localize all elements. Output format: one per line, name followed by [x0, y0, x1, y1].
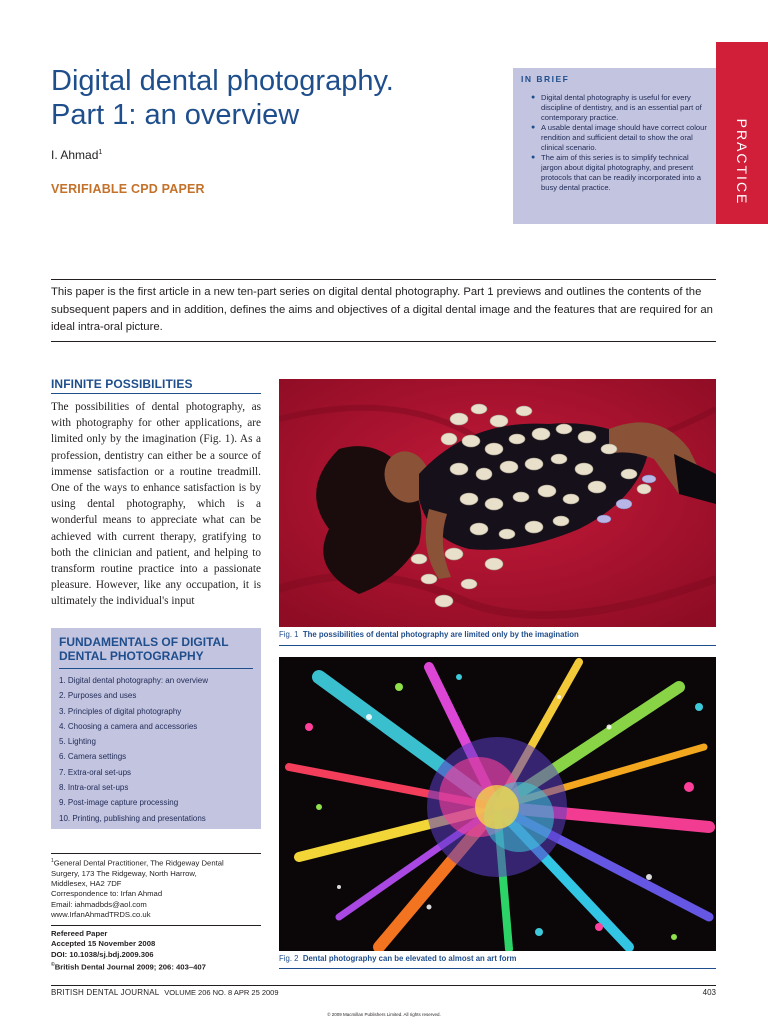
- footnote-line: www.IrfanAhmadTRDS.co.uk: [51, 910, 151, 920]
- in-brief-item: [531, 123, 708, 153]
- refereed-label: Refereed Paper: [51, 929, 108, 938]
- figure-2-caption-text: Dental photography can be elevated to almost an art form: [302, 954, 517, 963]
- footnote-line: Middlesex, HA2 7DF: [51, 879, 122, 889]
- accepted-date: Accepted 15 November 2008: [51, 939, 156, 949]
- citation: [51, 960, 261, 973]
- series-contents-item: 2. Purposes and uses: [59, 691, 137, 701]
- footnote-line: [51, 856, 261, 869]
- author-name: I. Ahmad: [51, 148, 99, 162]
- in-brief-box: [513, 68, 716, 224]
- in-brief-item-text: Digital dental photography is useful for every discipline of dentistry, and is an essential part of contemporary practice.: [541, 93, 702, 122]
- abstract-top-rule: [51, 279, 716, 280]
- in-brief-item-text: The aim of this series is to simplify technical jargon about digital photography, and present protocols that can be readily incorporated into a busy dental practice.: [541, 153, 701, 192]
- abstract-bottom-rule: [51, 341, 716, 342]
- refereed-rule: [51, 925, 261, 926]
- refereed-info: [51, 929, 261, 973]
- series-contents-rule: [59, 668, 253, 669]
- page-number: 403: [702, 988, 716, 997]
- series-contents-item: 9. Post-image capture processing: [59, 798, 179, 808]
- series-contents-item: 4. Choosing a camera and accessories: [59, 721, 198, 731]
- citation-text: British Dental Journal 2009; 206: 403–407: [54, 962, 206, 972]
- figure-2-rule: [279, 968, 716, 969]
- affiliation-footnote: [51, 856, 261, 920]
- figure-2-photo: [279, 657, 716, 951]
- journal-name: BRITISH DENTAL JOURNAL: [51, 988, 160, 997]
- in-brief-item-text: A usable dental image should have correct colour rendition and sufficient detail to show the oral clinical scenario.: [541, 123, 707, 152]
- cpd-label: VERIFIABLE CPD PAPER: [51, 182, 205, 196]
- copyright-marker: ©: [51, 961, 55, 968]
- section-heading-rule: [51, 393, 261, 394]
- series-contents-list: [59, 673, 253, 826]
- figure-1-caption: [279, 630, 716, 639]
- author-affiliation-marker: 1: [98, 149, 103, 156]
- figure-1-caption-text: The possibilities of dental photography are limited only by the imagination: [302, 630, 579, 639]
- series-contents-item: 3. Principles of digital photography: [59, 706, 182, 716]
- section-tab-label: PRACTICE: [734, 118, 750, 206]
- series-contents-item: 6. Camera settings: [59, 752, 127, 762]
- bullet-icon: ●: [531, 124, 536, 131]
- series-contents-item: 8. Intra-oral set-ups: [59, 783, 129, 793]
- doi: DOI: 10.1038/sj.bdj.2009.306: [51, 949, 154, 959]
- in-brief-list: [521, 93, 708, 193]
- journal-footer: [51, 988, 279, 997]
- footer-rule: [51, 985, 716, 986]
- author-line: [51, 148, 102, 162]
- figure-1-label: Fig. 1: [279, 630, 299, 639]
- article-title: Digital dental photography. Part 1: an overview: [51, 65, 394, 131]
- figure-separator-rule: [279, 645, 716, 646]
- series-contents-heading: FUNDAMENTALS OF DIGITAL DENTAL PHOTOGRAPHY: [59, 635, 229, 663]
- section-tab: [716, 42, 768, 224]
- footnote-rule: [51, 853, 261, 854]
- footnote-line: Surgery, 173 The Ridgeway, North Harrow,: [51, 868, 197, 878]
- in-brief-item: [531, 93, 708, 123]
- series-contents-item: 5. Lighting: [59, 737, 96, 747]
- figure-2-image: [279, 657, 716, 951]
- in-brief-item: [531, 153, 708, 193]
- figure-2-label: Fig. 2: [279, 954, 299, 963]
- bullet-icon: ●: [531, 94, 536, 101]
- body-text: The possibilities of dental photography, as with photography for other applications, are limited only by the imagination (Fig. 1). As a profession, dentistry can either be a source of immense satisfaction or a routine treadmill. One of the ways to enhance satisfaction is by using dental photography, which is a wonderful means to appreciate what can be achieved with current therapy, gratifying to both the clinician and patient, and helping to transform routine practice into a passionate pleasure. However, like any occupation, it is ultimately the individual's input: [51, 401, 261, 608]
- footnote-line: Correspondence to: Irfan Ahmad: [51, 889, 163, 899]
- series-contents-item: 1. Digital dental photography: an overview: [59, 676, 208, 685]
- journal-issue: VOLUME 206 NO. 8 APR 25 2009: [164, 988, 279, 997]
- section-heading: INFINITE POSSIBILITIES: [51, 377, 193, 391]
- figure-2-caption: [279, 954, 716, 963]
- series-contents-box: [51, 628, 261, 829]
- figure-1-photo: [279, 379, 716, 627]
- footnote-marker: 1: [51, 858, 54, 864]
- in-brief-heading: IN BRIEF: [521, 74, 570, 84]
- footnote-text: General Dental Practitioner, The Ridgeway Dental: [53, 858, 224, 868]
- figure-1-image: [279, 379, 716, 627]
- series-contents-item: 10. Printing, publishing and presentations: [59, 813, 206, 823]
- series-contents-item: 7. Extra-oral set-ups: [59, 767, 132, 777]
- copyright-notice: © 2009 Macmillan Publishers Limited. All rights reserved.: [327, 1012, 441, 1017]
- footnote-line: Email: iahmadbds@aol.com: [51, 899, 147, 909]
- abstract: This paper is the first article in a new ten-part series on digital dental photography. Part 1 previews and outlines the contents of the subsequent papers and in addition, defines the aims and objectives of a digital dental image and the features that are required for an ideal intra-oral picture.: [51, 286, 713, 333]
- bullet-icon: ●: [531, 154, 536, 161]
